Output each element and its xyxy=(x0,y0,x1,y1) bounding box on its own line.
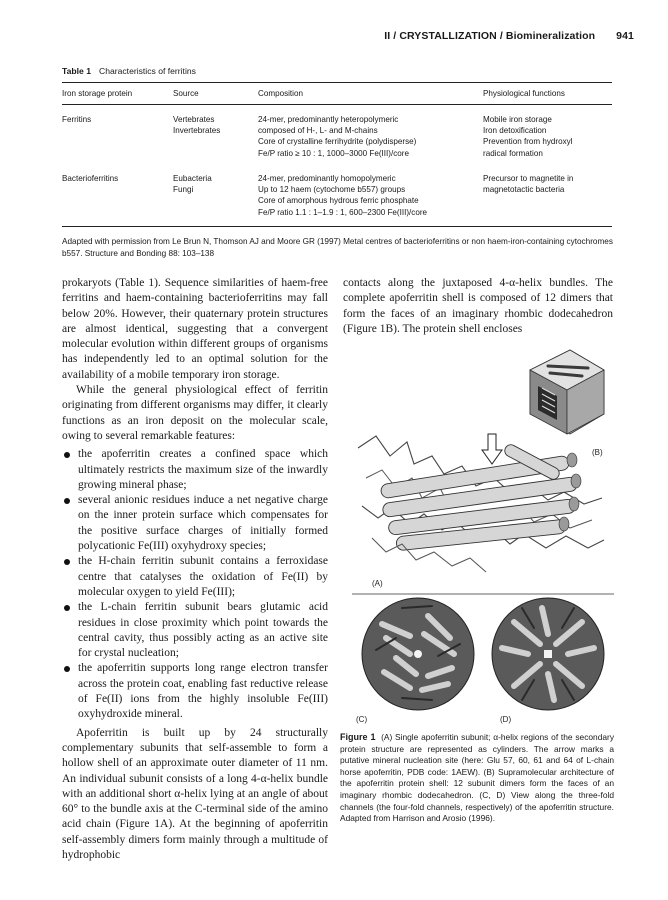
table-row-ferritins-source xyxy=(173,114,220,136)
bullet-icon xyxy=(64,605,70,611)
table-cell-line: Core of amorphous hydrous ferric phosphate xyxy=(258,196,419,206)
table-row-ferritins-functions xyxy=(483,114,573,159)
table-cell-line: Prevention from hydroxyl xyxy=(483,137,573,147)
running-head xyxy=(384,30,634,42)
page-number: 941 xyxy=(616,30,634,42)
panel-label-d: (D) xyxy=(500,715,512,724)
table-header-composition: Composition xyxy=(258,89,303,98)
list-item-text: the apoferritin supports long range electron transfer across the protein coat, enabling fast reductive release of Fe(II) ions from the highly insoluble Fe(III) oxyhydroxide mineral. xyxy=(78,662,328,721)
table-title xyxy=(62,66,196,76)
panel-label-b: (B) xyxy=(592,448,603,457)
table-cell-line: magnetotactic bacteria xyxy=(483,185,565,195)
table-row-ferritins-protein: Ferritins xyxy=(62,115,92,124)
figure-caption xyxy=(340,732,614,825)
table-cell-line: Fe/P ratio ≥ 10 : 1, 1000–3000 Fe(III)/core xyxy=(258,148,409,158)
left-column xyxy=(62,276,328,863)
table-cell-line: Invertebrates xyxy=(173,126,221,136)
table-cell-line: Up to 12 haem (cytochome b557) groups xyxy=(258,185,406,195)
table-top-rule xyxy=(62,82,612,83)
paragraph: prokaryots (Table 1). Sequence similarities of haem-free ferritins and haem-containing bacterioferritins may fall below 20%. However, their quaternary protein structures are almost identical, suggesting that a convergent molecular evolution within different groups of organisms has independently led to an optimal solution for the availability of a mobile temporary iron storage. xyxy=(62,277,328,381)
table-header-source: Source xyxy=(173,89,199,98)
table-cell-line: 24-mer, predominantly homopolymeric xyxy=(258,174,396,183)
panel-b-dodecahedron xyxy=(530,350,604,434)
table-label: Table 1 xyxy=(62,66,91,76)
figure-caption-label: Figure 1 xyxy=(340,732,376,742)
list-item xyxy=(62,661,328,722)
paragraph: While the general physiological effect of ferritin originating from different organisms may differ, it clearly functions as an iron deposit on the molecular scale, owing to several remarkable features: xyxy=(62,384,328,442)
table-header-protein: Iron storage protein xyxy=(62,89,133,98)
list-item xyxy=(62,600,328,661)
list-item-text: the L-chain ferritin subunit bears glutamic acid residues in close proximity which point towards the central cavity, thus possibly acting as an active site for crystal nucleation; xyxy=(78,601,328,660)
list-item xyxy=(62,447,328,493)
table-footnote: Adapted with permission from Le Brun N, Thomson AJ and Moore GR (1997) Metal centres of bacterioferritins or non haem-iron-containing cytochromes b557. Structure and Bonding 88: 103–138 xyxy=(62,237,613,258)
table-cell-line: Core of crystalline ferrihydrite (polydisperse) xyxy=(258,137,417,147)
table-row-bacterioferritins-source xyxy=(173,173,212,195)
table-row-bacterioferritins-protein: Bacterioferritins xyxy=(62,174,119,183)
table-cell-line: Eubacteria xyxy=(173,174,212,183)
nucleation-site-arrow-icon xyxy=(482,434,502,464)
bullet-icon xyxy=(64,452,70,458)
bullet-icon xyxy=(64,559,70,565)
panel-label-a: (A) xyxy=(372,579,383,588)
table-header-rule xyxy=(62,104,612,105)
table-bottom-rule xyxy=(62,226,612,227)
table-cell-line: 24-mer, predominantly heteropolymeric xyxy=(258,115,399,124)
table-row-bacterioferritins-functions xyxy=(483,173,573,195)
bullet-icon xyxy=(64,666,70,672)
table-cell-line: composed of H-, L- and M-chains xyxy=(258,126,378,136)
list-item-text: the H-chain ferritin subunit contains a ferroxidase centre that catalyses the oxidation of Fe(II) by molecular oxygen to yield Fe(III); xyxy=(78,555,328,598)
table-cell-line: Fe/P ratio 1.1 : 1–1.9 : 1, 600–2300 Fe(III)/core xyxy=(258,207,428,217)
table-caption: Characteristics of ferritins xyxy=(98,66,196,76)
figure-caption-text: (A) Single apoferritin subunit; α-helix regions of the secondary protein structure are represented as cylinders. The arrow marks a putative mineral nucleation site (here: Glu 57, 60, 61 and 64 of L-chain horse apoferritin, PDB code: 1AEW). (B) Supramolecular architecture of the apoferritin protein shell: 12 subunit dimers form the faces of an imaginary rhombic dodecahedron. (C, D) View along the three-fold channels (the four-fold channels, respectively) of the apoferritin structure. Adapted from Harrison and Arosio (1996). xyxy=(340,732,615,824)
table-header-functions: Physiological functions xyxy=(483,89,565,98)
list-item-text: several anionic residues induce a net negative charge on the inner protein surface which compensates for the positive surface charges of initially formed polycationic Fe(III) oxyhydroxy species; xyxy=(78,494,328,553)
list-item-text: the apoferritin creates a confined space which ultimately restricts the maximum size of the inwardly growing mineral phase; xyxy=(78,448,328,491)
panel-c-threefold-view xyxy=(362,598,474,710)
table-cell-line: Iron detoxification xyxy=(483,126,547,136)
bullet-icon xyxy=(64,498,70,504)
paragraph: Apoferritin is built up by 24 structurally complementary subunits that self-assemble to form a hollow shell of an approximate outer diameter of 11 nm. An individual subunit consists of a long 4-α-helix bundle with an additional short α-helix lying at an angle of about 60° to the bundle axis at the C-terminal side of the amino acid chain (Figure 1A). At the beginning of apoferritin self-assembly dimers form mainly through a multitude of hydrophobic xyxy=(62,726,328,861)
panel-a-subunit xyxy=(358,436,604,572)
table-row-bacterioferritins-composition xyxy=(258,173,427,218)
table-cell-line: Mobile iron storage xyxy=(483,115,552,124)
list-item xyxy=(62,554,328,600)
section-title: II / CRYSTALLIZATION / Biomineralization xyxy=(384,30,596,42)
table-cell-line: Fungi xyxy=(173,185,194,195)
paragraph: contacts along the juxtaposed 4-α-helix bundles. The complete apoferritin shell is composed of 12 dimers that form the faces of an imaginary rhombic dodecahedron (Figure 1B). The protein shell encloses xyxy=(343,277,613,335)
table-row-ferritins-composition xyxy=(258,114,416,159)
panel-label-c: (C) xyxy=(356,715,368,724)
panel-d-fourfold-view xyxy=(492,598,604,710)
table-cell-line: Precursor to magnetite in xyxy=(483,174,574,183)
right-column xyxy=(343,276,613,337)
figure-1 xyxy=(352,338,614,726)
table-cell-line: Vertebrates xyxy=(173,115,215,124)
table-cell-line: radical formation xyxy=(483,148,543,158)
list-item xyxy=(62,493,328,554)
feature-list xyxy=(62,447,328,722)
